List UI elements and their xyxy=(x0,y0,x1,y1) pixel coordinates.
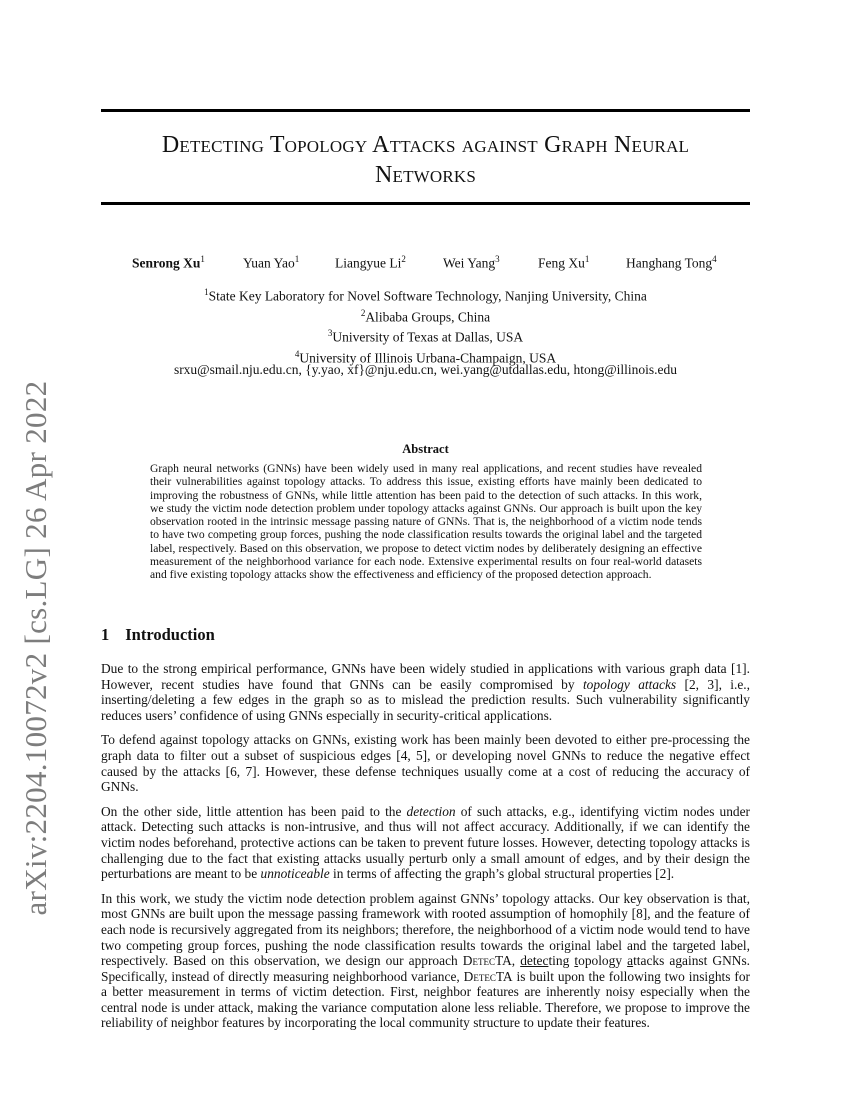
paragraph-1: Due to the strong empirical performance, GNNs have been widely studied in applications with various graph data [1]. However, recent studies have found that GNNs can be easily compromised by topology attacks [2, 3], i.e., inserting/deleting a few edges in the graph so as to mislead the prediction results. Such vulnerability significantly reduces users’ confidence of using GNNs especially in security-critical applications. xyxy=(101,661,751,723)
author-feng-xu: Feng Xu$^1$ xyxy=(538,254,590,271)
affiliation-4: $^4$University of Illinois Urbana-Champaign, USA xyxy=(294,348,557,365)
method-name: DetecTA xyxy=(462,953,512,969)
paragraph-2: To defend against topology attacks on GNNs, existing work has been mainly been devoted to either pre-processing the graph data to filter out a subset of suspicious edges [4, 5], or developing novel GNNs to reduce the negative effect caused by the attacks [6, 7]. However, these defense techniques usually come at a cost of reducing the accuracy of GNNs. xyxy=(101,732,750,795)
author-list xyxy=(101,254,750,274)
abstract-heading: Abstract xyxy=(402,442,449,456)
section-heading-introduction xyxy=(101,625,215,645)
title-line-2: Networks xyxy=(374,162,477,188)
author-liangyue-li: Liangyue Li$^2$ xyxy=(335,254,406,271)
introduction-body xyxy=(101,661,750,1040)
author-yuan-yao: Yuan Yao$^1$ xyxy=(243,254,300,271)
title-top-rule xyxy=(101,109,750,112)
paragraph-3: On the other side, little attention has been paid to the detection of such attacks, e.g., identifying victim nodes under attack. Detecting such attacks is non-intrusive, and thus will not affect accuracy. Additionally, if we can identify the victim nodes beforehand, protective actions can be taken to prevent future losses. However, detecting topology attacks is challenging due to the fact that existing attacks usually perturb only a small amount of edges, and by their design the perturbations are meant to be unnoticeable in terms of affecting the graph’s global structural properties [2]. xyxy=(101,803,750,882)
section-number: 1 xyxy=(101,625,110,644)
affiliation-3: $^3$University of Texas at Dallas, USA xyxy=(327,328,524,345)
abstract-text: Graph neural networks (GNNs) have been widely used in many real applications, and recent studies have revealed their vulnerabilities against topology attacks. To address this issue, existing efforts have mainly been dedicated to improving the robustness of GNNs, while little attention has been paid to the detection of such attacks. In this work, we study the victim node detection problem under topology attacks against GNNs. Our approach is built upon the key observation rooted in the intrinsic message passing nature of GNNs. That is, the neighborhood of a victim node tends to have two competing group forces, pushing the node classification results towards the original label and the targeted label, respectively. Based on this observation, we propose to detect victim nodes by deliberately designing an effective measurement of the neighborhood variance for each node. Extensive experimental results on four real-world datasets and five existing topology attacks show the effectiveness and efficiency of the proposed detection approach. xyxy=(150,462,702,582)
title-bottom-rule xyxy=(101,202,750,205)
affiliation-1: $^1$State Key Laboratory for Novel Software Technology, Nanjing University, China xyxy=(204,287,647,304)
method-name: DetecTA xyxy=(463,968,513,984)
title-line-1: Detecting Topology Attacks against Graph Neural xyxy=(161,132,690,158)
affiliation-2: $^2$Alibaba Groups, China xyxy=(360,307,491,324)
author-wei-yang: Wei Yang$^3$ xyxy=(443,254,500,271)
paper-title xyxy=(101,130,750,190)
author-emails: srxu@smail.nju.edu.cn, {y.yao, xf}@nju.edu.cn, wei.yang@utdallas.edu, htong@illinois.edu xyxy=(173,362,678,377)
affiliation-list xyxy=(101,284,750,366)
author-hanghang-tong: Hanghang Tong$^4$ xyxy=(626,254,717,271)
arxiv-identifier: arXiv:2204.10072v2 [cs.LG] 26 Apr 2022 xyxy=(18,380,53,916)
section-title: Introduction xyxy=(125,625,215,644)
author-senrong-xu: Senrong Xu$^1$ xyxy=(132,254,205,271)
paragraph-4: In this work, we study the victim node detection problem against GNNs’ topology attacks. Our key observation is that, most GNNs are built upon the message passing framework with rooted assumption of homophily [8], and the feature of each node is recursively aggregated from its neighbors; therefore, the neighborhood of a victim node would tend to have two competing group forces, pushing the node classification results towards the original label and the targeted label, respectively. Based on this observation, we design our approach DetecTA, detecting topology attacks against GNNs. Specifically, instead of directly measuring neighborhood variance, DetecTA is built upon the following two insights for a better measurement in terms of victim detection. First, neighbor features are inherently noisy especially when the central node is under attack, making the variance computation alone less reliable. Therefore, we propose to improve the reliability of neighbor features by incorporating the local community structure to update their features. xyxy=(101,890,750,1031)
